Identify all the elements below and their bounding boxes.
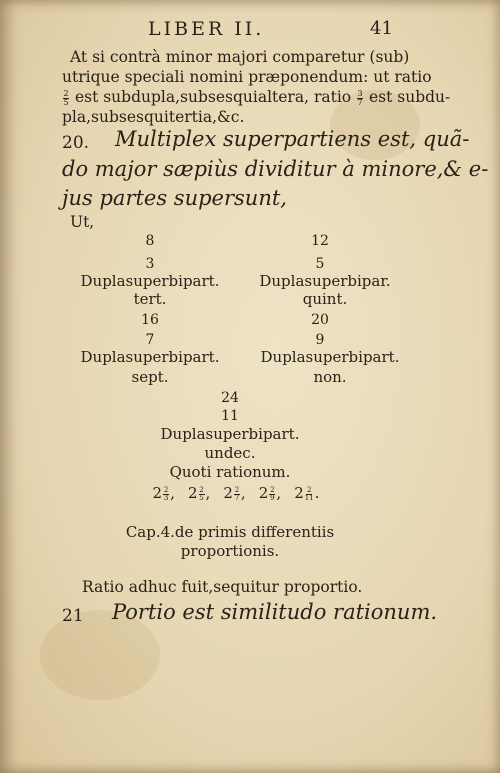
example-name: Duplasuperbipart. — [80, 348, 220, 366]
definition-line: jus partes supersunt, — [62, 186, 287, 210]
chapter-reference: proportionis. — [180, 542, 280, 560]
text-line: $\frac{2}{5}$ est subdupla,subsesquialtera, ratio $\frac{3}{7}$ est subdu- — [63, 88, 451, 107]
ut-label: Ut, — [70, 213, 95, 231]
text-line: pla,subsesquitertia,&c. — [62, 108, 245, 126]
example-suffix: non. — [313, 368, 347, 386]
definition-line: Portio est similitudo rationum. — [112, 600, 438, 624]
example-top-number: 12 — [311, 233, 329, 249]
definition-number: 21 — [62, 606, 84, 626]
mixed-number: $2\frac{2}{9}$, — [258, 484, 282, 502]
text-line: At si contrà minor majori comparetur (sub) — [70, 48, 410, 66]
example-bottom-number: 3 — [145, 256, 155, 272]
example-name: Duplasuperbipart. — [80, 272, 220, 290]
example-bottom-number: 7 — [145, 332, 155, 348]
definition-line: Multiplex superpartiens est, quã- — [115, 127, 470, 151]
example-suffix: quint. — [302, 290, 348, 308]
text-line: utrique speciali nomini præponendum: ut ratio — [62, 68, 432, 86]
example-name: Duplasuperbipart. — [160, 425, 300, 443]
mixed-number: $2\frac{2}{7}$, — [223, 484, 246, 502]
example-top-number: 16 — [141, 312, 159, 328]
fraction: $\frac{2}{5}$ — [63, 88, 69, 107]
fraction: $\frac{3}{7}$ — [357, 88, 363, 107]
example-bottom-number: 5 — [315, 256, 325, 272]
definition-number: 20. — [62, 133, 90, 153]
definition-line: do major sæpiùs dividitur à minore,& e- — [62, 157, 489, 181]
running-head: LIBER II. — [148, 18, 265, 40]
example-bottom-number: 11 — [221, 408, 239, 424]
example-name: Duplasuperbipar. — [259, 272, 391, 290]
example-top-number: 20 — [311, 312, 329, 328]
example-top-number: 24 — [221, 390, 239, 406]
chapter-reference: Cap.4.de primis differentiis — [125, 523, 335, 541]
example-suffix: undec. — [204, 444, 256, 462]
page-number: 41 — [370, 18, 393, 39]
example-bottom-number: 9 — [315, 332, 325, 348]
example-top-number: 8 — [145, 233, 155, 249]
text-line: Ratio adhuc fuit,sequitur proportio. — [82, 578, 363, 596]
quoti-list — [120, 483, 360, 502]
mixed-number: $2\frac{2}{3}$, — [152, 484, 175, 502]
quoti-label: Quoti rationum. — [169, 463, 291, 481]
example-suffix: sept. — [131, 368, 169, 386]
mixed-number: $2\frac{2}{11}$. — [294, 484, 320, 502]
example-suffix: tert. — [133, 290, 167, 308]
example-name: Duplasuperbipart. — [260, 348, 400, 366]
mixed-number: $2\frac{2}{5}$, — [187, 484, 211, 502]
